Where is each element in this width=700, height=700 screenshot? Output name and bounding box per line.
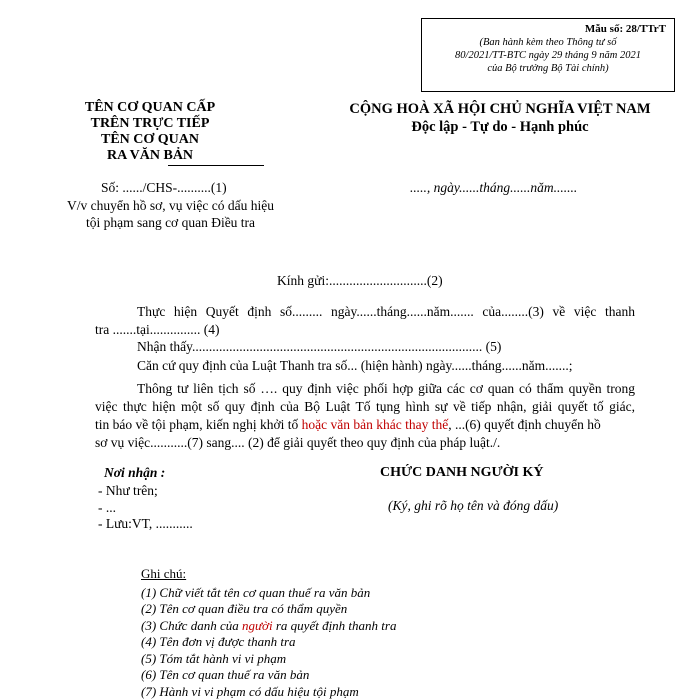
note-item-1: (1) Chữ viết tắt tên cơ quan thuế ra văn bản — [141, 584, 371, 600]
recipients-title: Nơi nhận : — [104, 465, 166, 480]
document-subject-line-1: V/v chuyển hồ sơ, vụ việc có dấu hiệu — [67, 198, 274, 213]
agency-line-4: RA VĂN BẢN — [106, 148, 194, 163]
document-subject-line-2: tội phạm sang cơ quan Điều tra — [85, 215, 256, 230]
circular-line-3-replacement-text: hoặc văn bản khác thay thế — [301, 417, 449, 432]
document-number: Số: ....../CHS-..........(1) — [101, 180, 227, 195]
form-issue-line-3: của Bộ trưởng Bộ Tài chính) — [487, 63, 609, 74]
agency-underline — [168, 165, 264, 166]
note-item-3-part-a: (3) Chức danh của — [141, 617, 242, 633]
paragraph-findings: Nhận thấy...................................................................................... (5) — [137, 339, 502, 354]
paragraph-decision — [95, 303, 635, 339]
note-item-7: (7) Hành vi vi phạm có dấu hiệu tội phạm — [141, 683, 359, 699]
note-item-3-part-b: ra quyết định thanh tra — [272, 617, 397, 633]
note-item-3 — [141, 618, 396, 635]
circular-line-3-part-a: tin báo về tội phạm, kiến nghị khởi tố — [95, 417, 302, 432]
form-issue-line-2: 80/2021/TT-BTC ngày 29 tháng 9 năm 2021 — [455, 50, 641, 61]
note-item-2: (2) Tên cơ quan điều tra có thẩm quyền — [141, 601, 348, 616]
form-number-box — [421, 18, 675, 92]
nation-title: CỘNG HOÀ XÃ HỘI CHỦ NGHĨA VIỆT NAM — [349, 101, 651, 117]
circular-line-3-part-b: , ...(6) quyết định chuyển hồ — [448, 417, 601, 432]
paragraph-circular — [95, 380, 635, 452]
agency-line-2: TRÊN TRỰC TIẾP — [90, 116, 210, 131]
paragraph-decision-line-1: Thực hiện Quyết định số......... ngày......tháng......năm....... của........(3) về việc thanh — [137, 304, 635, 319]
notes-title: Ghi chú: — [141, 566, 187, 581]
signature-title: CHỨC DANH NGƯỜI KÝ — [380, 465, 544, 480]
paragraph-legal-basis: Căn cứ quy định của Luật Thanh tra số... (hiện hành) ngày......tháng......năm.......; — [137, 358, 573, 373]
paragraph-circular-line-1: Thông tư liên tịch số …. quy định việc phối hợp giữa các cơ quan có thẩm quyền trong — [137, 381, 635, 396]
agency-line-1: TÊN CƠ QUAN CẤP — [84, 100, 216, 115]
agency-header — [60, 100, 240, 164]
notes — [141, 566, 396, 700]
form-issue-line-1: (Ban hành kèm theo Thông tư số — [479, 37, 617, 48]
recipient-item: - Lưu:VT, ........... — [98, 516, 193, 531]
form-code: Mẫu số: 28/TTrT — [584, 23, 666, 35]
note-item-3-highlight: người — [241, 617, 273, 633]
document-date: ....., ngày......tháng......năm....... — [410, 180, 578, 195]
signature-note: (Ký, ghi rõ họ tên và đóng dấu) — [388, 498, 559, 513]
nation-motto: Độc lập - Tự do - Hạnh phúc — [411, 119, 589, 135]
recipient-item: - ... — [98, 500, 116, 515]
note-item-4: (4) Tên đơn vị được thanh tra — [141, 634, 296, 649]
paragraph-decision-line-2: tra .......tại............... (4) — [95, 322, 220, 337]
greeting: Kính gửi:.............................(2) — [277, 273, 443, 288]
note-item-6: (6) Tên cơ quan thuế ra văn bản — [141, 667, 310, 682]
note-item-5: (5) Tóm tắt hành vi vi phạm — [141, 650, 287, 666]
paragraph-circular-line-3 — [95, 416, 635, 434]
paragraph-circular-line-2: việc thực hiện một số quy định của Bộ Luật Tố tụng hình sự về tiếp nhận, giải quyết tố giác, — [95, 399, 635, 414]
paragraph-circular-line-4: sơ vụ việc...........(7) sang.... (2) để giải quyết theo quy định của pháp luật./. — [95, 435, 501, 450]
agency-line-3: TÊN CƠ QUAN — [100, 132, 199, 147]
recipient-item: - Như trên; — [98, 483, 158, 498]
nation-header — [330, 100, 670, 136]
